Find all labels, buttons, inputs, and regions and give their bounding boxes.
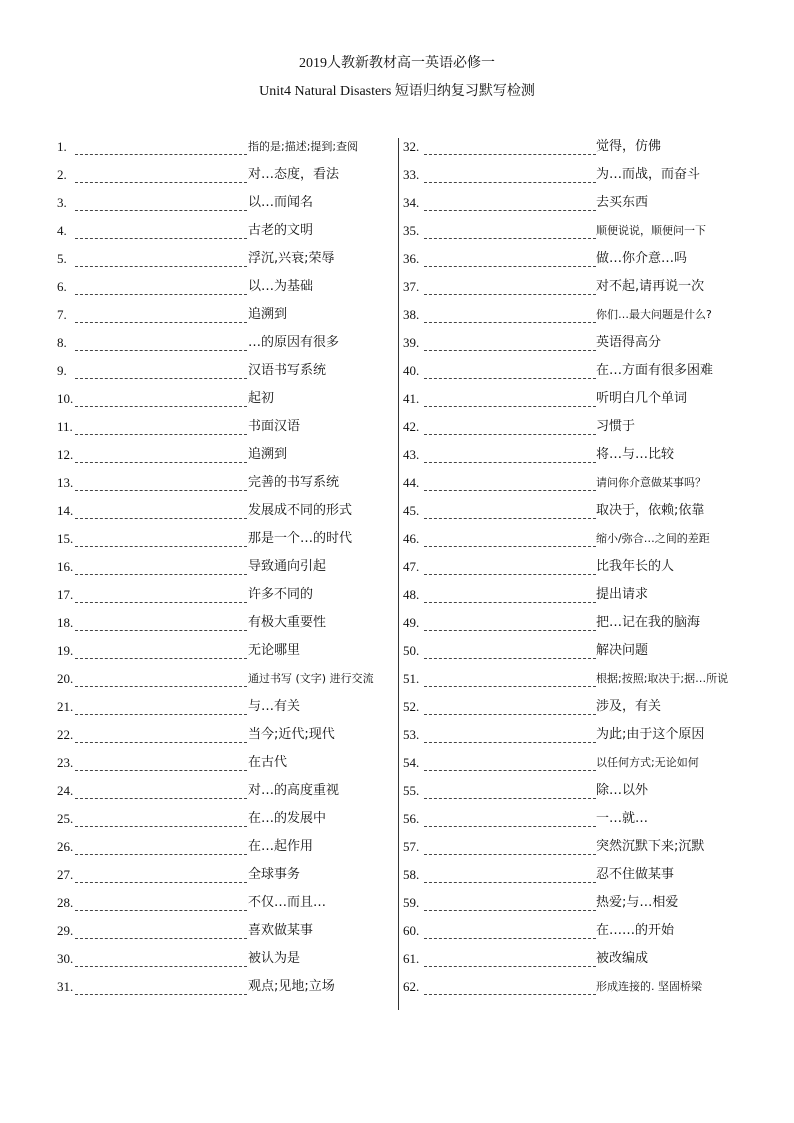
item-number: 34. — [403, 195, 420, 210]
answer-blank[interactable] — [424, 910, 596, 911]
item-number: 9. — [57, 363, 67, 378]
chinese-meaning: 被改编成 — [596, 951, 649, 966]
answer-blank[interactable] — [75, 658, 247, 659]
chinese-meaning: 取决于，依赖;依靠 — [596, 503, 705, 518]
chinese-meaning: 听明白几个单词 — [596, 391, 688, 406]
answer-blank[interactable] — [75, 630, 247, 631]
item-number: 23. — [57, 755, 74, 770]
item-number: 62. — [403, 979, 420, 994]
chinese-meaning: 在…方面有很多困难 — [596, 363, 714, 378]
answer-blank[interactable] — [424, 490, 596, 491]
chinese-meaning: 一…就… — [596, 811, 649, 826]
item-number: 26. — [57, 839, 74, 854]
chinese-meaning: 提出请求 — [596, 587, 649, 602]
chinese-meaning: 热爱;与…相爱 — [596, 895, 679, 910]
item-number: 44. — [403, 475, 420, 490]
answer-blank[interactable] — [424, 714, 596, 715]
chinese-meaning: 对不起,请再说一次 — [596, 279, 705, 294]
item-number: 14. — [57, 503, 74, 518]
answer-blank[interactable] — [75, 210, 247, 211]
answer-blank[interactable] — [75, 826, 247, 827]
item-number: 30. — [57, 951, 74, 966]
item-number: 57. — [403, 839, 420, 854]
item-number: 41. — [403, 391, 420, 406]
answer-blank[interactable] — [75, 910, 247, 911]
answer-blank[interactable] — [424, 994, 596, 995]
chinese-meaning: 有极大重要性 — [248, 615, 327, 630]
item-number: 39. — [403, 335, 420, 350]
item-number: 27. — [57, 867, 74, 882]
answer-blank[interactable] — [424, 854, 596, 855]
answer-blank[interactable] — [424, 210, 596, 211]
item-number: 18. — [57, 615, 74, 630]
answer-blank[interactable] — [75, 378, 247, 379]
answer-blank[interactable] — [424, 322, 596, 323]
item-number: 15. — [57, 531, 74, 546]
answer-blank[interactable] — [75, 966, 247, 967]
answer-blank[interactable] — [424, 882, 596, 883]
chinese-meaning: 发展成不同的形式 — [248, 503, 353, 518]
item-number: 3. — [57, 195, 67, 210]
item-number: 16. — [57, 559, 74, 574]
chinese-meaning: 与…有关 — [248, 699, 301, 714]
answer-blank[interactable] — [75, 182, 247, 183]
answer-blank[interactable] — [424, 238, 596, 239]
answer-blank[interactable] — [75, 266, 247, 267]
answer-blank[interactable] — [424, 742, 596, 743]
chinese-meaning: 古老的文明 — [248, 223, 314, 238]
answer-blank[interactable] — [75, 294, 247, 295]
chinese-meaning: 缩小/弥合…之间的差距 — [596, 532, 710, 545]
chinese-meaning: 书面汉语 — [248, 419, 301, 434]
item-number: 54. — [403, 755, 420, 770]
answer-blank[interactable] — [424, 938, 596, 939]
chinese-meaning: 通过书写 (文字) 进行交流 — [248, 672, 374, 685]
answer-blank[interactable] — [75, 742, 247, 743]
item-number: 59. — [403, 895, 420, 910]
document-subtitle: Unit4 Natural Disasters 短语归纳复习默写检测 — [259, 84, 535, 99]
answer-blank[interactable] — [424, 350, 596, 351]
answer-blank[interactable] — [75, 938, 247, 939]
answer-blank[interactable] — [75, 434, 247, 435]
item-number: 19. — [57, 643, 74, 658]
chinese-meaning: 在…的发展中 — [248, 811, 327, 826]
answer-blank[interactable] — [75, 714, 247, 715]
item-number: 55. — [403, 783, 420, 798]
chinese-meaning: 英语得高分 — [596, 335, 662, 350]
chinese-meaning: 将…与…比较 — [596, 447, 675, 462]
chinese-meaning: 以…而闻名 — [248, 195, 314, 210]
item-number: 31. — [57, 979, 74, 994]
answer-blank[interactable] — [75, 490, 247, 491]
answer-blank[interactable] — [75, 882, 247, 883]
item-number: 20. — [57, 671, 74, 686]
answer-blank[interactable] — [424, 462, 596, 463]
item-number: 25. — [57, 811, 74, 826]
answer-blank[interactable] — [75, 686, 247, 687]
chinese-meaning: 请问你介意做某事吗？ — [596, 476, 706, 489]
chinese-meaning: 追溯到 — [248, 307, 288, 322]
column-divider — [398, 138, 399, 1010]
chinese-meaning: 比我年长的人 — [596, 559, 675, 574]
chinese-meaning: 起初 — [248, 391, 275, 406]
chinese-meaning: 突然沉默下来;沉默 — [596, 839, 705, 854]
answer-blank[interactable] — [75, 574, 247, 575]
chinese-meaning: 不仅…而且… — [248, 895, 327, 910]
answer-blank[interactable] — [424, 770, 596, 771]
chinese-meaning: 顺便说说，顺便问一下 — [596, 224, 706, 237]
chinese-meaning: 在…起作用 — [248, 839, 314, 854]
item-number: 52. — [403, 699, 420, 714]
answer-blank[interactable] — [424, 266, 596, 267]
item-number: 45. — [403, 503, 420, 518]
item-number: 38. — [403, 307, 420, 322]
answer-blank[interactable] — [424, 826, 596, 827]
chinese-meaning: 被认为是 — [248, 951, 301, 966]
answer-blank[interactable] — [75, 154, 247, 155]
item-number: 51. — [403, 671, 420, 686]
answer-blank[interactable] — [424, 574, 596, 575]
chinese-meaning: 观点;见地;立场 — [248, 979, 335, 994]
chinese-meaning: 追溯到 — [248, 447, 288, 462]
answer-blank[interactable] — [424, 630, 596, 631]
item-number: 42. — [403, 419, 420, 434]
item-number: 60. — [403, 923, 420, 938]
item-number: 11. — [57, 419, 73, 434]
item-number: 21. — [57, 699, 74, 714]
item-number: 58. — [403, 867, 420, 882]
document-title: 2019人教新教材高一英语必修一 — [299, 56, 495, 71]
item-number: 7. — [57, 307, 67, 322]
chinese-meaning: 觉得，仿佛 — [596, 139, 662, 154]
item-number: 1. — [57, 139, 67, 154]
answer-blank[interactable] — [424, 966, 596, 967]
item-number: 17. — [57, 587, 74, 602]
item-number: 37. — [403, 279, 420, 294]
item-number: 48. — [403, 587, 420, 602]
chinese-meaning: 涉及，有关 — [596, 699, 662, 714]
chinese-meaning: 你们…最大问题是什么? — [596, 308, 712, 321]
item-number: 2. — [57, 167, 67, 182]
chinese-meaning: 当今;近代;现代 — [248, 727, 335, 742]
answer-blank[interactable] — [75, 546, 247, 547]
answer-blank[interactable] — [424, 798, 596, 799]
answer-blank[interactable] — [424, 378, 596, 379]
chinese-meaning: 对…的高度重视 — [248, 783, 340, 798]
item-number: 53. — [403, 727, 420, 742]
item-number: 22. — [57, 727, 74, 742]
item-number: 40. — [403, 363, 420, 378]
item-number: 32. — [403, 139, 420, 154]
chinese-meaning: 习惯于 — [596, 419, 636, 434]
chinese-meaning: 做…你介意…吗 — [596, 251, 688, 266]
item-number: 61. — [403, 951, 420, 966]
item-number: 49. — [403, 615, 420, 630]
item-number: 6. — [57, 279, 67, 294]
chinese-meaning: 汉语书写系统 — [248, 363, 327, 378]
item-number: 28. — [57, 895, 74, 910]
chinese-meaning: 在古代 — [248, 755, 288, 770]
chinese-meaning: 全球事务 — [248, 867, 301, 882]
chinese-meaning: 指的是;描述;提到;查阅 — [248, 140, 359, 153]
answer-blank[interactable] — [75, 770, 247, 771]
chinese-meaning: 根据;按照;取决于;据…所说 — [596, 672, 729, 685]
item-number: 47. — [403, 559, 420, 574]
answer-blank[interactable] — [75, 518, 247, 519]
chinese-meaning: 把…记在我的脑海 — [596, 615, 701, 630]
chinese-meaning: 忍不住做某事 — [596, 867, 675, 882]
item-number: 33. — [403, 167, 420, 182]
item-number: 5. — [57, 251, 67, 266]
item-number: 8. — [57, 335, 67, 350]
answer-blank[interactable] — [424, 182, 596, 183]
item-number: 35. — [403, 223, 420, 238]
answer-blank[interactable] — [75, 406, 247, 407]
chinese-meaning: 完善的书写系统 — [248, 475, 340, 490]
item-number: 56. — [403, 811, 420, 826]
chinese-meaning: 喜欢做某事 — [248, 923, 314, 938]
chinese-meaning: 浮沉,兴衰;荣辱 — [248, 251, 335, 266]
chinese-meaning: 解决问题 — [596, 643, 649, 658]
item-number: 50. — [403, 643, 420, 658]
item-number: 4. — [57, 223, 67, 238]
answer-blank[interactable] — [424, 546, 596, 547]
answer-blank[interactable] — [424, 154, 596, 155]
answer-blank[interactable] — [424, 686, 596, 687]
item-number: 24. — [57, 783, 74, 798]
answer-blank[interactable] — [75, 462, 247, 463]
item-number: 29. — [57, 923, 74, 938]
chinese-meaning: 除…以外 — [596, 783, 649, 798]
chinese-meaning: 对…态度，看法 — [248, 167, 340, 182]
answer-blank[interactable] — [424, 602, 596, 603]
answer-blank[interactable] — [424, 434, 596, 435]
item-number: 13. — [57, 475, 74, 490]
item-number: 46. — [403, 531, 420, 546]
chinese-meaning: 形成连接的. 坚固桥梁 — [596, 980, 702, 993]
answer-blank[interactable] — [75, 854, 247, 855]
chinese-meaning: 以任何方式;无论如何 — [596, 756, 699, 769]
chinese-meaning: 以…为基础 — [248, 279, 314, 294]
answer-blank[interactable] — [75, 994, 247, 995]
chinese-meaning: 那是一个…的时代 — [248, 531, 353, 546]
answer-blank[interactable] — [424, 518, 596, 519]
answer-blank[interactable] — [75, 350, 247, 351]
chinese-meaning: 为…而战，而奋斗 — [596, 167, 701, 182]
chinese-meaning: 许多不同的 — [248, 587, 314, 602]
chinese-meaning: 去买东西 — [596, 195, 649, 210]
chinese-meaning: 为此;由于这个原因 — [596, 727, 705, 742]
chinese-meaning: 无论哪里 — [248, 643, 301, 658]
answer-blank[interactable] — [75, 602, 247, 603]
answer-blank[interactable] — [424, 406, 596, 407]
chinese-meaning: 导致通向引起 — [248, 559, 327, 574]
answer-blank[interactable] — [75, 798, 247, 799]
answer-blank[interactable] — [75, 238, 247, 239]
item-number: 43. — [403, 447, 420, 462]
chinese-meaning: …的原因有很多 — [248, 335, 340, 350]
item-number: 36. — [403, 251, 420, 266]
answer-blank[interactable] — [424, 294, 596, 295]
answer-blank[interactable] — [424, 658, 596, 659]
item-number: 10. — [57, 391, 74, 406]
item-number: 12. — [57, 447, 74, 462]
answer-blank[interactable] — [75, 322, 247, 323]
chinese-meaning: 在……的开始 — [596, 923, 675, 938]
